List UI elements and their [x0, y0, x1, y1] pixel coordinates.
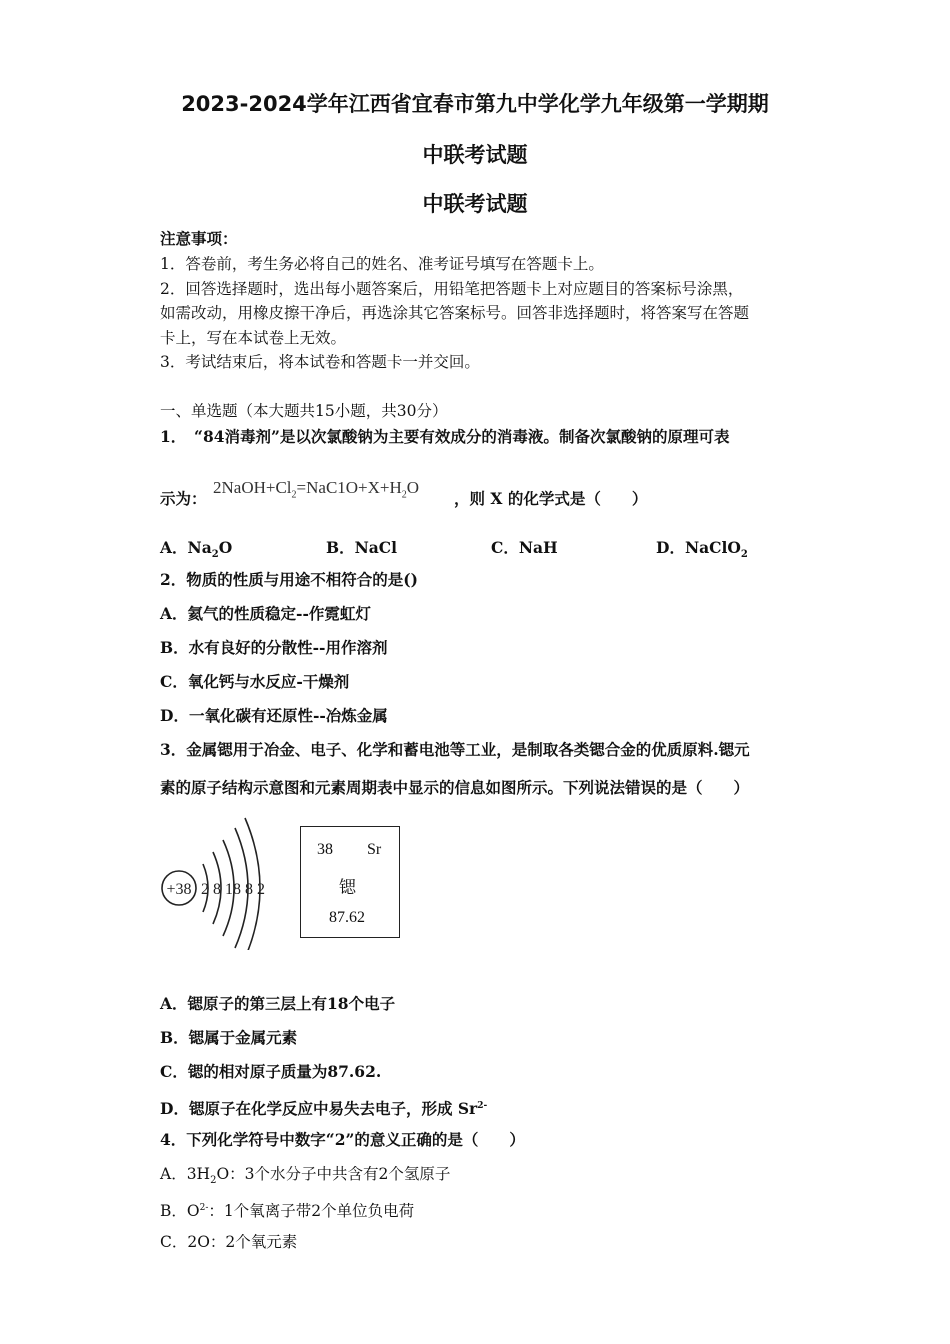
notice-line-2: 2．回答选择题时，选出每小题答案后，用铅笔把答题卡上对应题目的答案标号涂黑， — [160, 280, 744, 298]
q1-option-b: B．NaCl — [326, 538, 398, 557]
q1-stem: 1． “84消毒剂”是以次氯酸钠为主要有效成分的消毒液。制备次氯酸钠的原理可表 — [160, 427, 730, 446]
q1-option-a: A．$Na_2O$ — [160, 538, 233, 561]
element-name: 锶 — [339, 878, 356, 898]
q1-equation: $2NaOH+Cl_2=NaC1O+X+H_2O$ — [213, 478, 420, 501]
q2-option-a: A．氦气的性质稳定--作霓虹灯 — [160, 604, 371, 623]
nucleus-charge: +38 — [166, 881, 192, 898]
q4-stem: 4．下列化学符号中数字“2”的意义正确的是（ ） — [160, 1130, 525, 1149]
q3-option-b: B．锶属于金属元素 — [160, 1028, 298, 1047]
q2-stem: 2．物质的性质与用途不相符合的是() — [160, 570, 418, 589]
section-heading: 一、单选题（本大题共15小题，共30分） — [160, 402, 448, 420]
q1-option-d: D．NaClO$_2$ — [656, 538, 748, 561]
periodic-table-cell — [300, 826, 400, 938]
title-line-1: 2023-2024学年江西省宜春市第九中学化学九年级第一学期期 — [181, 92, 769, 116]
q1-prefix: 示为： — [160, 489, 207, 508]
notice-line-3: 如需改动，用橡皮擦干净后，再选涂其它答案标号。回答非选择题时，将答案写在答题 — [160, 304, 750, 322]
q3-option-a: A．锶原子的第三层上有18个电子 — [160, 994, 396, 1013]
q1-option-c: C．NaH — [491, 538, 558, 557]
q3-option-c: C．锶的相对原子质量为87.62. — [160, 1062, 382, 1081]
q4-option-c: C．2O：2个氧元素 — [160, 1233, 298, 1251]
atomic-number: 38 — [317, 841, 333, 858]
q4-option-b: B．$O^{2-}$：1个氧离子带2个单位负电荷 — [160, 1202, 415, 1221]
shell-electron-counts: 2 8 18 8 2 — [201, 881, 265, 898]
title-line-2: 中联考试题 — [422, 143, 528, 167]
notice-line-5: 3．考试结束后，将本试卷和答题卡一并交回。 — [160, 353, 480, 371]
q2-option-b: B．水有良好的分散性--用作溶剂 — [160, 638, 388, 657]
atomic-mass: 87.62 — [329, 909, 365, 926]
q2-option-c: C．氧化钙与水反应-干燥剂 — [160, 672, 350, 691]
q2-option-d: D．一氧化碳有还原性--冶炼金属 — [160, 706, 388, 725]
strontium-atom-diagram — [155, 810, 285, 950]
notice-heading: 注意事项： — [160, 229, 238, 248]
q1-suffix: ，则 X 的化学式是（ ） — [454, 489, 648, 508]
q3-stem-line-2: 素的原子结构示意图和元素周期表中显示的信息如图所示。下列说法错误的是（ ） — [160, 778, 750, 797]
q3-option-d: D．锶原子在化学反应中易失去电子，形成 $Sr^{2-}$ — [160, 1099, 488, 1119]
notice-line-1: 1．答卷前，考生务必将自己的姓名、准考证号填写在答题卡上。 — [160, 255, 604, 273]
title-line-3: 中联考试题 — [422, 192, 528, 216]
q3-stem-line-1: 3．金属锶用于冶金、电子、化学和蓄电池等工业，是制取各类锶合金的优质原料.锶元 — [160, 740, 750, 759]
q4-option-a: A．$3H_2O$：3个水分子中共含有2个氢原子 — [160, 1165, 451, 1187]
notice-line-4: 卡上，写在本试卷上无效。 — [160, 329, 347, 347]
element-symbol: Sr — [367, 841, 382, 858]
